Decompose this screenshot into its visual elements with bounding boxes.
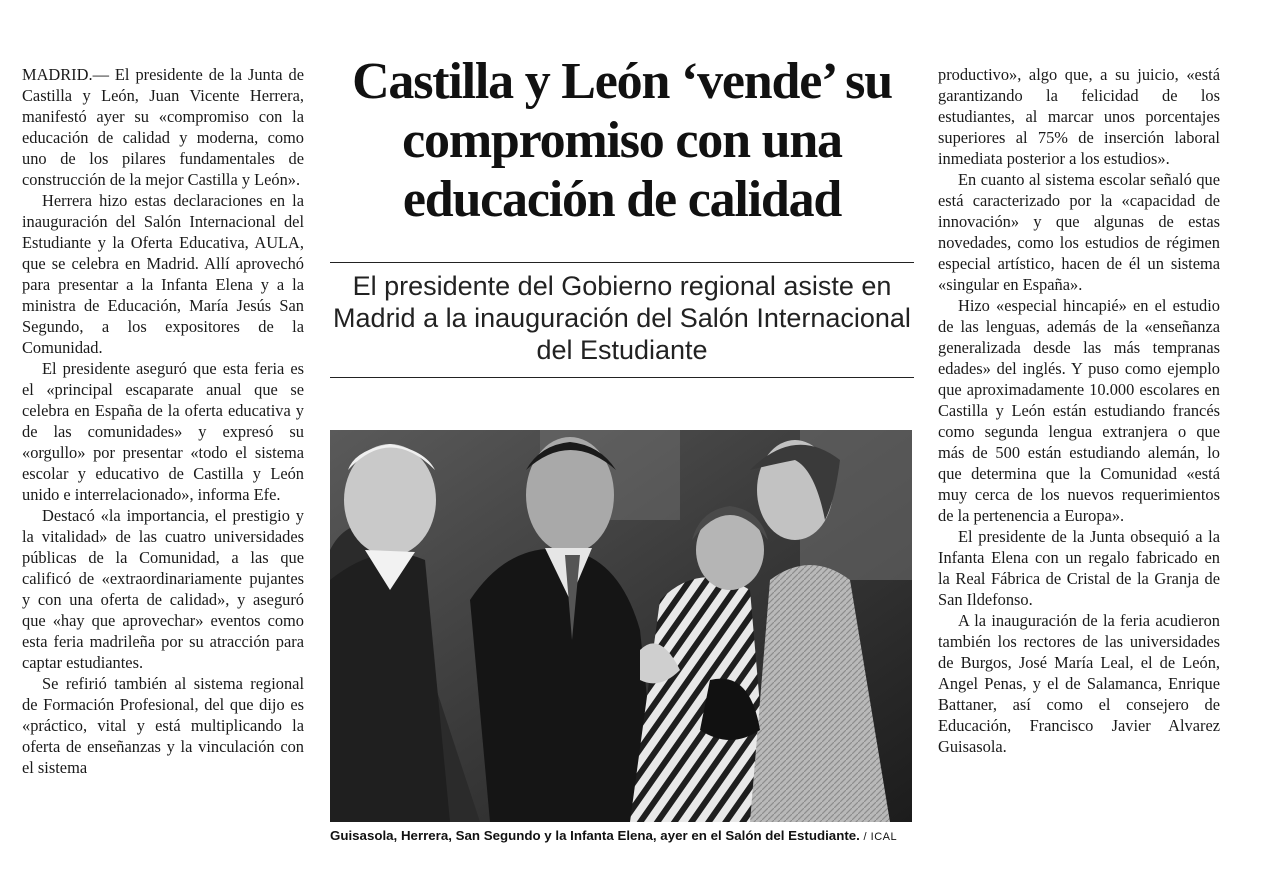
deck-bottom-rule [330, 377, 914, 378]
left-text-column [22, 64, 304, 778]
article-paragraph: productivo», algo que, a su juicio, «está garantizando la felicidad de los estudiantes, al marcar unos porcentajes superiores al 75% de inserción laboral inmediata posterior a los estudios». [938, 65, 1220, 168]
photo-credit: / ICAL [863, 831, 898, 843]
photo-caption [330, 828, 920, 843]
news-photo [330, 430, 912, 822]
article-paragraph: El presidente aseguró que esta feria es el «principal escaparate anual que se celebra en España de la oferta educativa y de las comunidades» y expresó su «orgullo» por presentar «todo el sistema escolar y educativo de Castilla y León unido e interrelacionado», informa Efe. [22, 359, 304, 504]
article-paragraph: El presidente de la Junta obsequió a la Infanta Elena con un regalo fabricado en la Real Fábrica de Cristal de la Granja de San Ildefonso. [938, 527, 1220, 609]
article-paragraph: Herrera hizo estas declaraciones en la inauguración del Salón Internacional del Estudiante y la Oferta Educativa, AULA, que se celebra en Madrid. Allí aprovechó para presentar a la Infanta Elena y a la ministra de Educación, María Jesús San Segundo, a los expositores de la Comunidad. [22, 191, 304, 357]
article-paragraph: Hizo «especial hincapié» en el estudio de las lenguas, además de la «enseñanza generalizada desde las más tempranas edades» del inglés. Y puso como ejemplo que aproximadamente 10.000 escolares en Castilla y León están estudiando francés como segunda lengua extranjera o que más de 500 están estudiando alemán, lo que determina que la Comunidad «está muy cerca de los nuevos requerimientos de la pertenencia a Europa». [938, 296, 1220, 525]
right-text-column [938, 64, 1220, 757]
article-paragraph: A la inauguración de la feria acudieron también los rectores de las universidades de Burgos, José María Leal, el de León, Angel Penas, y el de Salamanca, Enrique Battaner, así como el consejero de Educación, Francisco Javier Alvarez Guisasola. [938, 611, 1220, 756]
article-paragraph: En cuanto al sistema escolar señaló que está caracterizado por la «capacidad de innovación» y que algunas de estas novedades, como los estudios de régimen especial artístico, hacen de él un sistema «singular en España». [938, 170, 1220, 294]
article-paragraph: MADRID.— El presidente de la Junta de Castilla y León, Juan Vicente Herrera, manifestó ayer su «compromiso con la educación de calidad y moderna, como uno de los pilares fundamentales de construcción de la mejor Castilla y León». [22, 65, 304, 189]
caption-text: Guisasola, Herrera, San Segundo y la Infanta Elena, ayer en el Salón del Estudiante. [330, 828, 860, 843]
article-paragraph: Se refirió también al sistema regional de Formación Profesional, del que dijo es «práctico, vital y está multiplicando la oferta de enseñanzas y la vinculación con el sistema [22, 674, 304, 777]
deck: El presidente del Gobierno regional asiste en Madrid a la inauguración del Salón Internacional del Estudiante [333, 271, 911, 365]
headline: Castilla y León ‘vende’ su compromiso con una educación de calidad [352, 53, 892, 228]
article-paragraph: Destacó «la importancia, el prestigio y la vitalidad» de las cuatro universidades públicas de la Comunidad, a las que calificó de «extraordinariamente pujantes y con una oferta de calidad», y aseguró que «hay que aprovechar» eventos como esta feria madrileña por su atracción para captar estudiantes. [22, 506, 304, 672]
deck-top-rule [330, 262, 914, 263]
